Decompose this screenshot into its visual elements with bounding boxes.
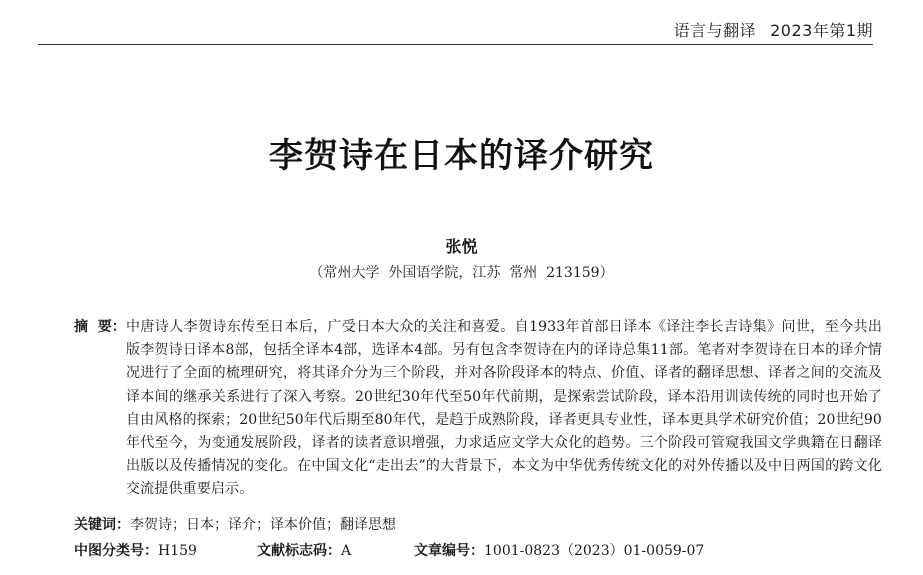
article-number [414,540,704,560]
journal-name: 语言与翻译 [673,21,757,40]
keywords-text: 李贺诗；日本；译介；译本价值；翻译思想 [130,517,396,533]
document-code [257,540,351,560]
clc-number [74,540,197,560]
author-name: 张悦 [445,237,478,256]
article-title: 李贺诗在日本的译介研究 [269,136,654,176]
header-rule [38,44,873,45]
abstract-text: 中唐诗人李贺诗东传至日本后，广受日本大众的关注和喜爱。自1933年首部日译本《译注李长吉诗集》问世，至今共出版李贺诗日译本8部，包括全译本4部，选译本4部。另有包含李贺诗在内的译诗总集11部。笔者对李贺诗在日本的译介情况进行了全面的梳理研究，将其译介分为三个阶段，并对各阶段译本的特点、价值、译者的翻译思想、译者之间的交流及译本间的继承关系进行了深入考察。20世纪30年代至50年代前期，是探索尝试阶段，译本沿用训读传统的同时也开始了自由风格的探索；20世纪50年代后期至80年代，是趋于成熟阶段，译者更具专业性，译本更具学术研究价值；20世纪90年代至今，为变通发展阶段，译者的读者意识增强，力求适应文学大众化的趋势。三个阶段可管窥我国文学典籍在日翻译出版以及传播情况的变化。在中国文化“走出去”的大背景下，本文为中华优秀传统文化的对外传播以及中日两国的跨文化交流提供重要启示。 [126,319,882,498]
article-number-value: 1001-0823（2023）01-0059-07 [484,543,705,559]
document-code-label: 文献标志码： [257,543,341,559]
author-affiliation: （常州大学 外国语学院，江苏 常州 213159） [309,265,614,281]
keywords [74,514,396,534]
keywords-label: 关键词： [74,517,130,533]
abstract [74,316,882,502]
clc-value: H159 [158,543,197,559]
running-header [674,18,873,41]
document-code-value: A [341,543,352,559]
article-number-label: 文章编号： [414,543,484,559]
abstract-label: 摘 要： [74,319,126,335]
clc-label: 中图分类号： [74,543,158,559]
issue-number: 2023年第1期 [770,21,873,40]
